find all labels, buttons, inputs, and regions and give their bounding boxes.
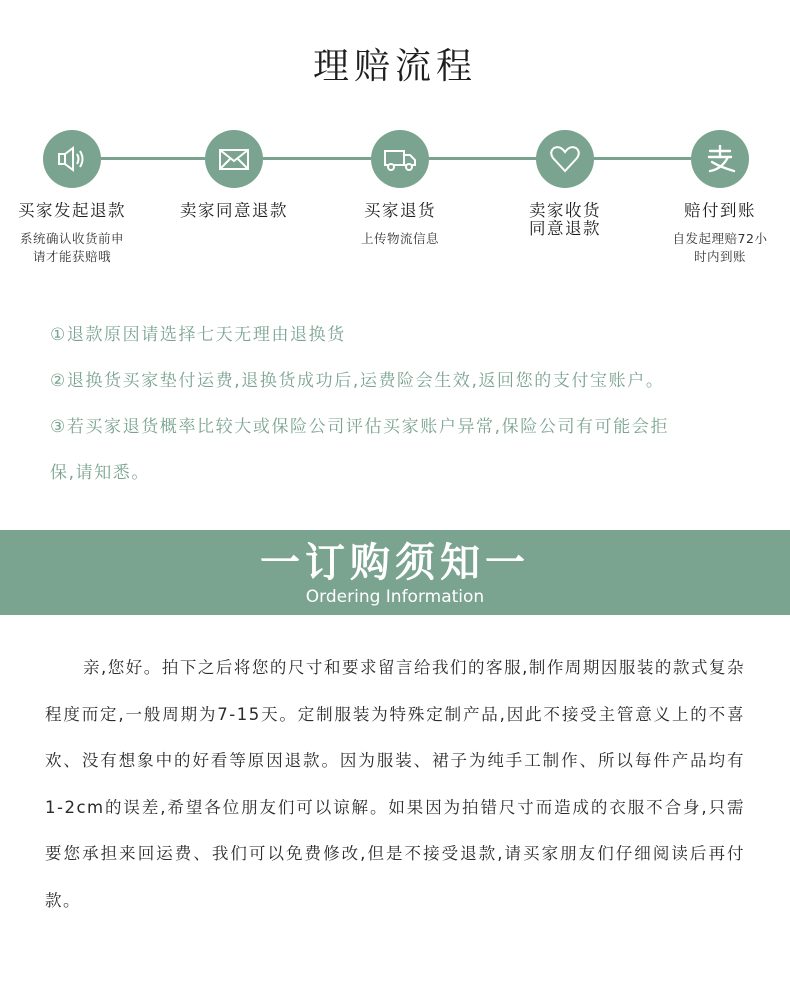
banner-title: 一订购须知一: [260, 540, 530, 586]
flow-step-1: [0, 130, 147, 266]
banner-subtitle: Ordering Information: [305, 587, 485, 607]
step-label: 买家发起退款: [18, 201, 126, 220]
note-line: ①退款原因请选择七天无理由退换货: [50, 325, 346, 345]
flow-step-2: [159, 130, 309, 230]
step-circle: [536, 130, 594, 188]
note-line: ②退换货买家垫付运费,退换货成功后,运费险会生效,返回您的支付宝账户。: [50, 371, 665, 391]
page-title: 理赔流程: [312, 46, 477, 87]
flow-step-5: [645, 130, 790, 266]
ordering-banner: [0, 530, 790, 615]
step-note: 自发起理赔72小 时内到账: [672, 231, 768, 264]
step-note: 系统确认收货前申 请才能获赔哦: [19, 231, 124, 264]
ordering-paragraph: [45, 645, 745, 924]
heart-icon: [547, 141, 583, 177]
step-label: 赔付到账: [684, 201, 756, 220]
step-label: 卖家收货 同意退款: [529, 201, 601, 238]
speaker-icon: [54, 141, 90, 177]
step-label: 卖家同意退款: [180, 201, 288, 220]
note-line: 保,请知悉。: [50, 463, 151, 483]
step-circle: [205, 130, 263, 188]
envelope-icon: [216, 141, 252, 177]
step-note: 上传物流信息: [360, 231, 439, 246]
claim-notes: [50, 312, 750, 496]
step-circle: [691, 130, 749, 188]
truck-icon: [382, 141, 418, 177]
paragraph-text: 亲,您好。拍下之后将您的尺寸和要求留言给我们的客服,制作周期因服装的款式复杂程度而定,一般周期为7-15天。定制服装为特殊定制产品,因此不接受主管意义上的不喜欢、没有想象中的好看等原因退款。因为服装、裙子为纯手工制作、所以每件产品均有1-2cm的误差,希望各位朋友们可以谅解。如果因为拍错尺寸而造成的衣服不合身,只需要您承担来回运费、我们可以免费修改,但是不接受退款,请买家朋友们仔细阅读后再付款。: [45, 658, 745, 910]
alipay-icon: [702, 141, 738, 177]
flow-step-3: [325, 130, 475, 248]
note-line: ③若买家退货概率比较大或保险公司评估买家账户异常,保险公司有可能会拒: [50, 417, 670, 437]
flow-step-4: [490, 130, 640, 248]
step-label: 买家退货: [364, 201, 436, 220]
step-circle: [43, 130, 101, 188]
step-circle: [371, 130, 429, 188]
